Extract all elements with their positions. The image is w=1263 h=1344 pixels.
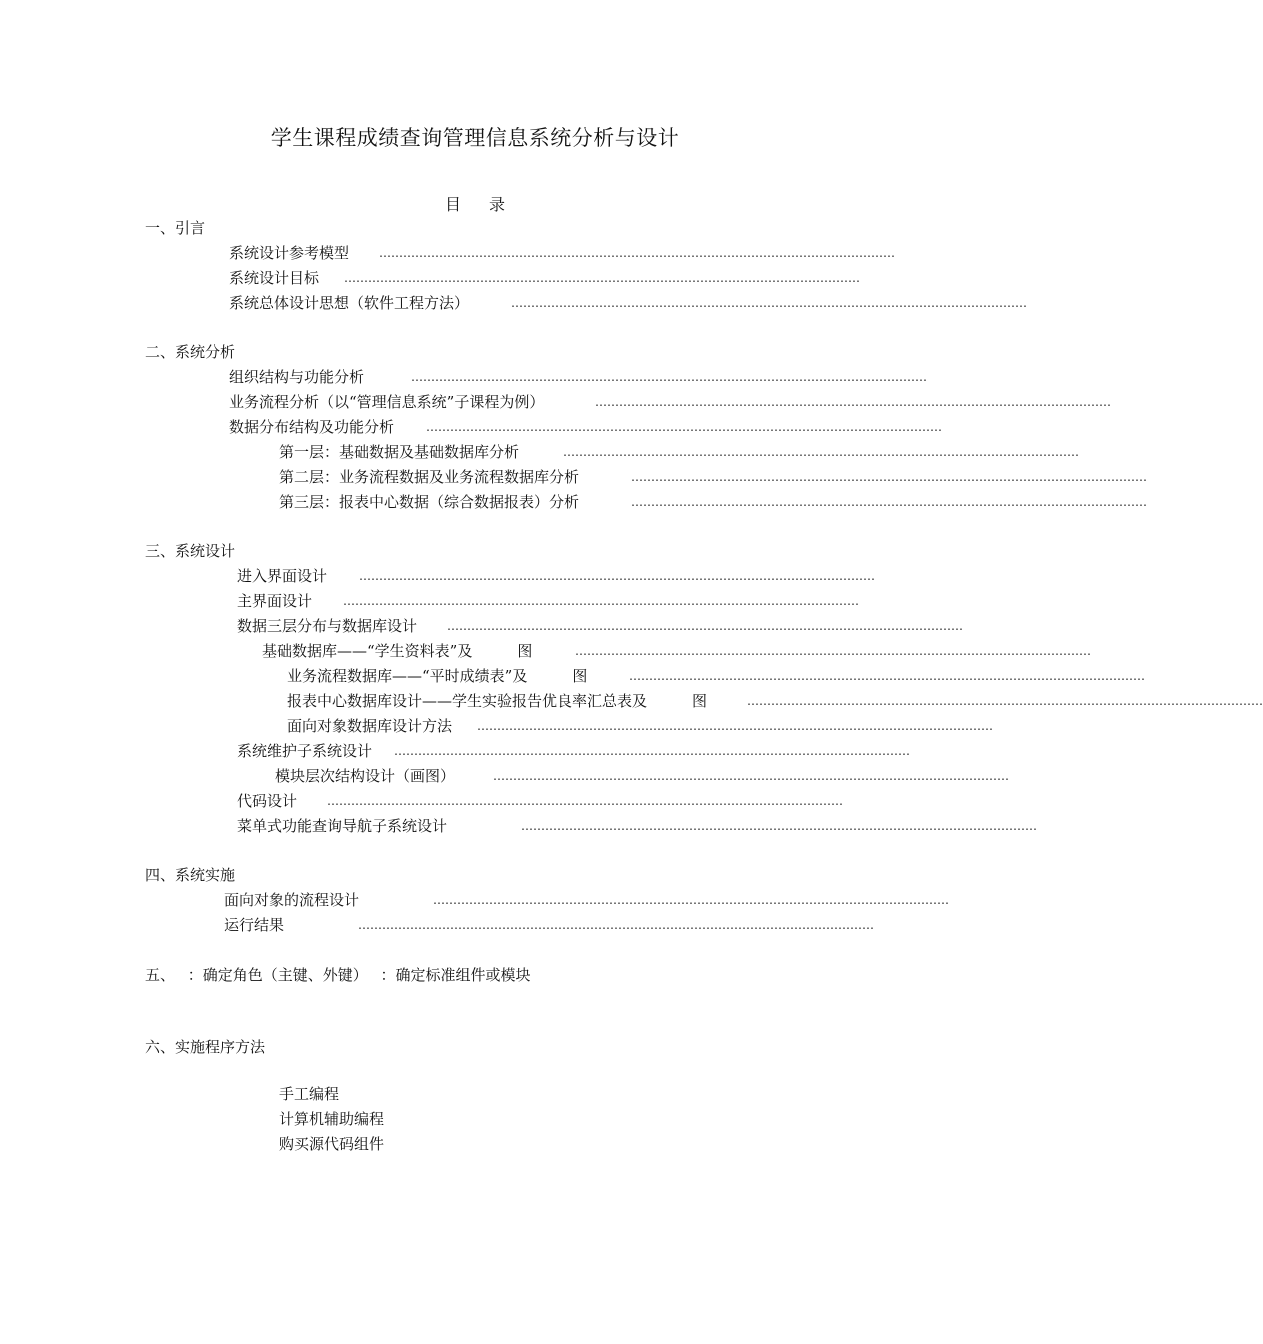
dot-leader: ………………………………………………………………………………………………………………… <box>343 594 859 608</box>
toc-entry[interactable] <box>279 491 1147 513</box>
toc-entry[interactable] <box>229 416 942 438</box>
dot-leader: ………………………………………………………………………………………………………………… <box>747 694 1263 708</box>
dot-leader: ………………………………………………………………………………………………………………… <box>426 420 942 434</box>
toc-entry-label: 代码设计 <box>237 792 298 810</box>
toc-entry[interactable] <box>224 889 949 911</box>
section-introduction: 一、引言 <box>145 219 206 237</box>
dot-leader: ………………………………………………………………………………………………………………… <box>394 744 910 758</box>
toc-entry[interactable] <box>229 242 895 264</box>
toc-entry-label: 基础数据库——“学生资料表”及 图 <box>262 642 533 660</box>
toc-entry-label: 进入界面设计 <box>237 567 328 585</box>
toc-entry[interactable] <box>224 914 874 936</box>
toc-entry-label: 模块层次结构设计（画图） <box>275 767 456 785</box>
toc-entry-label: 业务流程分析（以“管理信息系统”子课程为例） <box>229 393 545 411</box>
toc-entry[interactable] <box>237 590 859 612</box>
section-system-implementation: 四、系统实施 <box>145 866 236 884</box>
toc-entry-label: 报表中心数据库设计——学生实验报告优良率汇总表及 图 <box>287 692 708 710</box>
section-system-design: 三、系统设计 <box>145 542 236 560</box>
toc-entry[interactable] <box>229 292 1027 314</box>
toc-entry[interactable] <box>237 740 910 762</box>
toc-entry[interactable] <box>237 790 843 812</box>
toc-entry-label: 数据分布结构及功能分析 <box>229 418 395 436</box>
toc-entry-label: 系统维护子系统设计 <box>237 742 373 760</box>
dot-leader: ………………………………………………………………………………………………………………… <box>575 644 1091 658</box>
toc-heading: 目录 <box>444 195 533 214</box>
toc-entry-label: 组织结构与功能分析 <box>229 368 365 386</box>
toc-entry-label: 系统设计参考模型 <box>229 244 350 262</box>
toc-entry-label: 面向对象的流程设计 <box>224 891 360 909</box>
dot-leader: ………………………………………………………………………………………………………………… <box>629 669 1145 683</box>
dot-leader: ………………………………………………………………………………………………………………… <box>327 794 843 808</box>
toc-entry-label: 主界面设计 <box>237 592 313 610</box>
section-system-analysis: 二、系统分析 <box>145 343 236 361</box>
dot-leader: ………………………………………………………………………………………………………………… <box>493 769 1009 783</box>
dot-leader: ………………………………………………………………………………………………………………… <box>631 470 1147 484</box>
toc-entry-label: 运行结果 <box>224 916 285 934</box>
toc-entry[interactable] <box>229 366 927 388</box>
toc-entry[interactable] <box>237 615 963 637</box>
dot-leader: ………………………………………………………………………………………………………………… <box>595 395 1111 409</box>
dot-leader: ………………………………………………………………………………………………………………… <box>447 619 963 633</box>
dot-leader: ………………………………………………………………………………………………………………… <box>359 569 875 583</box>
toc-entry-label: 数据三层分布与数据库设计 <box>237 617 418 635</box>
section-five: 五、 ：确定角色（主键、外键） ：确定标准组件或模块 <box>145 966 531 984</box>
dot-leader: ………………………………………………………………………………………………………………… <box>411 370 927 384</box>
toc-entry[interactable] <box>287 690 1263 712</box>
toc-entry[interactable] <box>287 715 993 737</box>
toc-entry-label: 第一层：基础数据及基础数据库分析 <box>279 443 520 461</box>
dot-leader: ………………………………………………………………………………………………………………… <box>563 445 1079 459</box>
dot-leader: ………………………………………………………………………………………………………………… <box>433 893 949 907</box>
document-title: 学生课程成绩查询管理信息系统分析与设计 <box>270 126 680 150</box>
dot-leader: ………………………………………………………………………………………………………………… <box>511 296 1027 310</box>
dot-leader: ………………………………………………………………………………………………………………… <box>631 495 1147 509</box>
toc-entry-label: 业务流程数据库——“平时成绩表”及 图 <box>287 667 588 685</box>
dot-leader: ………………………………………………………………………………………………………………… <box>358 918 874 932</box>
toc-entry[interactable] <box>262 640 1091 662</box>
dot-leader: ………………………………………………………………………………………………………………… <box>379 246 895 260</box>
toc-entry[interactable] <box>237 565 875 587</box>
toc-entry-label: 菜单式功能查询导航子系统设计 <box>237 817 448 835</box>
toc-entry[interactable] <box>229 391 1111 413</box>
method-item: 手工编程 <box>279 1085 340 1103</box>
dot-leader: ………………………………………………………………………………………………………………… <box>477 719 993 733</box>
toc-entry-label: 第二层：业务流程数据及业务流程数据库分析 <box>279 468 580 486</box>
toc-entry[interactable] <box>229 267 860 289</box>
toc-entry-label: 系统总体设计思想（软件工程方法） <box>229 294 470 312</box>
dot-leader: ………………………………………………………………………………………………………………… <box>344 271 860 285</box>
toc-entry[interactable] <box>279 441 1079 463</box>
toc-entry[interactable] <box>287 665 1145 687</box>
toc-entry[interactable] <box>279 466 1147 488</box>
dot-leader: ………………………………………………………………………………………………………………… <box>521 819 1037 833</box>
toc-entry[interactable] <box>275 765 1009 787</box>
toc-entry-label: 第三层：报表中心数据（综合数据报表）分析 <box>279 493 580 511</box>
toc-entry[interactable] <box>237 815 1037 837</box>
section-implementation-methods: 六、实施程序方法 <box>145 1038 266 1056</box>
method-item: 计算机辅助编程 <box>279 1110 385 1128</box>
toc-entry-label: 面向对象数据库设计方法 <box>287 717 453 735</box>
method-item: 购买源代码组件 <box>279 1135 385 1153</box>
toc-entry-label: 系统设计目标 <box>229 269 320 287</box>
